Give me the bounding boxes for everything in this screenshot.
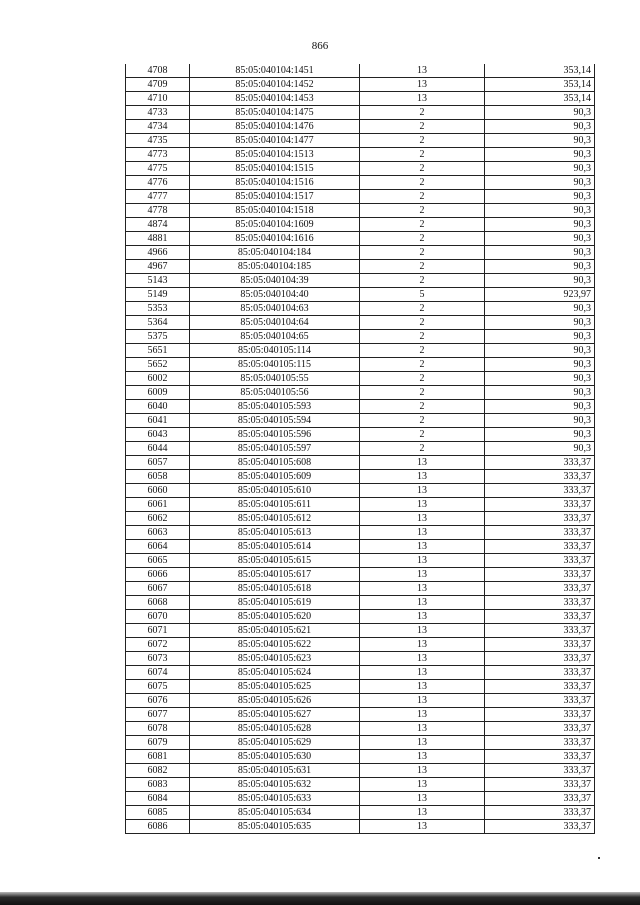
cell-number: 6084 [126,792,190,806]
cell-area: 90,3 [485,442,595,456]
cell-area: 333,37 [485,680,595,694]
cell-area: 333,37 [485,540,595,554]
cell-cadastral-number: 85:05:040105:626 [190,694,360,708]
cell-number: 6065 [126,554,190,568]
cell-cadastral-number: 85:05:040105:615 [190,554,360,568]
cell-area: 90,3 [485,204,595,218]
cell-count: 2 [360,442,485,456]
cell-area: 333,37 [485,484,595,498]
registry-table [125,64,595,834]
table-row [126,806,595,820]
cell-count: 13 [360,722,485,736]
cell-count: 13 [360,568,485,582]
cell-number: 6061 [126,498,190,512]
cell-area: 90,3 [485,274,595,288]
table-row [126,722,595,736]
table-row [126,456,595,470]
cell-area: 333,37 [485,806,595,820]
table-row [126,316,595,330]
cell-cadastral-number: 85:05:040105:613 [190,526,360,540]
table-row [126,106,595,120]
cell-number: 6057 [126,456,190,470]
cell-number: 4735 [126,134,190,148]
cell-number: 4773 [126,148,190,162]
cell-number: 5652 [126,358,190,372]
cell-cadastral-number: 85:05:040105:634 [190,806,360,820]
cell-area: 333,37 [485,708,595,722]
cell-area: 333,37 [485,792,595,806]
cell-area: 333,37 [485,764,595,778]
table-row [126,176,595,190]
cell-count: 2 [360,134,485,148]
cell-number: 6085 [126,806,190,820]
cell-number: 6062 [126,512,190,526]
cell-count: 13 [360,512,485,526]
cell-cadastral-number: 85:05:040105:628 [190,722,360,736]
cell-count: 2 [360,274,485,288]
cell-number: 4734 [126,120,190,134]
cell-number: 5143 [126,274,190,288]
cell-number: 5353 [126,302,190,316]
table-row [126,764,595,778]
cell-area: 90,3 [485,386,595,400]
cell-count: 13 [360,680,485,694]
table-row [126,400,595,414]
cell-cadastral-number: 85:05:040104:1515 [190,162,360,176]
cell-cadastral-number: 85:05:040105:593 [190,400,360,414]
table-row [126,372,595,386]
table-row [126,162,595,176]
cell-count: 13 [360,470,485,484]
cell-area: 90,3 [485,372,595,386]
cell-cadastral-number: 85:05:040105:608 [190,456,360,470]
cell-number: 6040 [126,400,190,414]
cell-cadastral-number: 85:05:040105:632 [190,778,360,792]
cell-cadastral-number: 85:05:040104:40 [190,288,360,302]
cell-area: 90,3 [485,428,595,442]
cell-cadastral-number: 85:05:040105:114 [190,344,360,358]
cell-count: 13 [360,792,485,806]
cell-count: 13 [360,526,485,540]
cell-area: 333,37 [485,470,595,484]
cell-count: 13 [360,778,485,792]
cell-cadastral-number: 85:05:040104:1477 [190,134,360,148]
cell-cadastral-number: 85:05:040105:594 [190,414,360,428]
cell-number: 4881 [126,232,190,246]
cell-area: 333,37 [485,652,595,666]
cell-area: 90,3 [485,176,595,190]
table-row [126,512,595,526]
table-row [126,778,595,792]
scan-bottom-edge [0,892,640,905]
cell-count: 2 [360,400,485,414]
table-row [126,134,595,148]
cell-cadastral-number: 85:05:040104:39 [190,274,360,288]
cell-count: 2 [360,148,485,162]
table-row [126,428,595,442]
cell-cadastral-number: 85:05:040105:625 [190,680,360,694]
table-row [126,120,595,134]
cell-count: 2 [360,246,485,260]
cell-cadastral-number: 85:05:040104:1513 [190,148,360,162]
cell-count: 2 [360,162,485,176]
cell-area: 353,14 [485,78,595,92]
cell-area: 353,14 [485,64,595,78]
cell-number: 6060 [126,484,190,498]
cell-number: 6063 [126,526,190,540]
cell-count: 13 [360,624,485,638]
cell-number: 6074 [126,666,190,680]
cell-cadastral-number: 85:05:040105:618 [190,582,360,596]
registry-table-body [126,64,595,834]
cell-count: 2 [360,190,485,204]
cell-count: 2 [360,232,485,246]
cell-area: 90,3 [485,246,595,260]
cell-number: 6009 [126,386,190,400]
cell-area: 333,37 [485,820,595,834]
cell-area: 90,3 [485,190,595,204]
cell-number: 6083 [126,778,190,792]
cell-cadastral-number: 85:05:040104:64 [190,316,360,330]
cell-count: 2 [360,414,485,428]
cell-cadastral-number: 85:05:040105:624 [190,666,360,680]
cell-area: 90,3 [485,302,595,316]
cell-number: 6067 [126,582,190,596]
table-row [126,498,595,512]
cell-number: 6071 [126,624,190,638]
table-row [126,78,595,92]
cell-area: 333,37 [485,568,595,582]
cell-count: 13 [360,736,485,750]
cell-area: 333,37 [485,722,595,736]
cell-count: 13 [360,694,485,708]
cell-cadastral-number: 85:05:040105:56 [190,386,360,400]
cell-number: 6044 [126,442,190,456]
table-row [126,246,595,260]
cell-cadastral-number: 85:05:040104:1451 [190,64,360,78]
cell-count: 2 [360,372,485,386]
cell-cadastral-number: 85:05:040105:612 [190,512,360,526]
cell-count: 13 [360,750,485,764]
cell-count: 2 [360,106,485,120]
cell-number: 6075 [126,680,190,694]
table-row [126,568,595,582]
cell-number: 6076 [126,694,190,708]
cell-count: 13 [360,806,485,820]
cell-cadastral-number: 85:05:040105:610 [190,484,360,498]
cell-cadastral-number: 85:05:040105:619 [190,596,360,610]
cell-number: 5375 [126,330,190,344]
table-row [126,344,595,358]
cell-cadastral-number: 85:05:040104:65 [190,330,360,344]
cell-area: 333,37 [485,554,595,568]
cell-number: 4708 [126,64,190,78]
cell-cadastral-number: 85:05:040104:1475 [190,106,360,120]
cell-number: 4775 [126,162,190,176]
cell-count: 13 [360,64,485,78]
table-row [126,484,595,498]
cell-cadastral-number: 85:05:040105:621 [190,624,360,638]
table-row [126,64,595,78]
cell-number: 4776 [126,176,190,190]
cell-area: 90,3 [485,120,595,134]
cell-count: 13 [360,820,485,834]
cell-cadastral-number: 85:05:040105:115 [190,358,360,372]
cell-count: 2 [360,358,485,372]
cell-count: 2 [360,386,485,400]
cell-cadastral-number: 85:05:040104:1452 [190,78,360,92]
table-row [126,526,595,540]
cell-number: 4709 [126,78,190,92]
cell-area: 90,3 [485,218,595,232]
cell-count: 13 [360,764,485,778]
cell-cadastral-number: 85:05:040104:1516 [190,176,360,190]
cell-area: 90,3 [485,316,595,330]
table-row [126,386,595,400]
cell-count: 2 [360,316,485,330]
cell-count: 13 [360,596,485,610]
table-row [126,470,595,484]
table-row [126,652,595,666]
table-row [126,792,595,806]
table-row [126,442,595,456]
table-row [126,694,595,708]
cell-area: 90,3 [485,414,595,428]
cell-area: 333,37 [485,778,595,792]
cell-area: 333,37 [485,512,595,526]
cell-count: 13 [360,78,485,92]
table-row [126,736,595,750]
cell-count: 2 [360,120,485,134]
cell-area: 333,37 [485,456,595,470]
cell-cadastral-number: 85:05:040105:623 [190,652,360,666]
table-row [126,148,595,162]
table-row [126,190,595,204]
table-row [126,204,595,218]
cell-area: 333,37 [485,596,595,610]
cell-area: 333,37 [485,638,595,652]
cell-cadastral-number: 85:05:040105:630 [190,750,360,764]
cell-cadastral-number: 85:05:040105:596 [190,428,360,442]
cell-number: 6079 [126,736,190,750]
table-row [126,624,595,638]
table-row [126,638,595,652]
cell-cadastral-number: 85:05:040104:63 [190,302,360,316]
cell-area: 333,37 [485,666,595,680]
cell-cadastral-number: 85:05:040105:611 [190,498,360,512]
cell-cadastral-number: 85:05:040104:1609 [190,218,360,232]
cell-cadastral-number: 85:05:040104:1518 [190,204,360,218]
cell-count: 13 [360,610,485,624]
cell-cadastral-number: 85:05:040105:622 [190,638,360,652]
cell-area: 333,37 [485,498,595,512]
cell-area: 90,3 [485,344,595,358]
cell-area: 90,3 [485,148,595,162]
cell-number: 4778 [126,204,190,218]
cell-area: 333,37 [485,582,595,596]
table-row [126,554,595,568]
cell-cadastral-number: 85:05:040105:55 [190,372,360,386]
cell-number: 4966 [126,246,190,260]
cell-count: 2 [360,344,485,358]
cell-number: 6041 [126,414,190,428]
cell-number: 5651 [126,344,190,358]
table-row [126,596,595,610]
table-row [126,540,595,554]
cell-count: 13 [360,652,485,666]
cell-number: 6002 [126,372,190,386]
cell-area: 90,3 [485,232,595,246]
cell-count: 13 [360,92,485,106]
table-row [126,708,595,722]
cell-area: 90,3 [485,400,595,414]
cell-cadastral-number: 85:05:040105:609 [190,470,360,484]
cell-area: 90,3 [485,330,595,344]
cell-cadastral-number: 85:05:040105:597 [190,442,360,456]
cell-cadastral-number: 85:05:040105:629 [190,736,360,750]
cell-count: 13 [360,484,485,498]
cell-count: 2 [360,176,485,190]
cell-number: 6068 [126,596,190,610]
cell-number: 4710 [126,92,190,106]
cell-number: 4967 [126,260,190,274]
cell-cadastral-number: 85:05:040105:635 [190,820,360,834]
cell-number: 6082 [126,764,190,778]
cell-number: 5364 [126,316,190,330]
cell-cadastral-number: 85:05:040105:627 [190,708,360,722]
table-row [126,414,595,428]
cell-number: 4733 [126,106,190,120]
cell-cadastral-number: 85:05:040104:1616 [190,232,360,246]
cell-number: 5149 [126,288,190,302]
cell-area: 353,14 [485,92,595,106]
cell-cadastral-number: 85:05:040104:1453 [190,92,360,106]
cell-cadastral-number: 85:05:040105:631 [190,764,360,778]
cell-count: 13 [360,582,485,596]
cell-number: 6058 [126,470,190,484]
cell-count: 2 [360,428,485,442]
cell-area: 333,37 [485,610,595,624]
cell-area: 333,37 [485,736,595,750]
cell-cadastral-number: 85:05:040104:1476 [190,120,360,134]
cell-cadastral-number: 85:05:040105:614 [190,540,360,554]
cell-area: 333,37 [485,750,595,764]
cell-count: 13 [360,708,485,722]
table-row [126,680,595,694]
table-row [126,666,595,680]
cell-number: 6070 [126,610,190,624]
cell-area: 333,37 [485,624,595,638]
cell-area: 90,3 [485,134,595,148]
cell-count: 2 [360,330,485,344]
table-row [126,92,595,106]
cell-count: 13 [360,498,485,512]
scan-speck [598,857,600,859]
cell-number: 6043 [126,428,190,442]
cell-count: 2 [360,260,485,274]
cell-count: 13 [360,638,485,652]
cell-cadastral-number: 85:05:040104:184 [190,246,360,260]
table-row [126,750,595,764]
table-row [126,260,595,274]
cell-number: 6064 [126,540,190,554]
cell-area: 90,3 [485,358,595,372]
cell-cadastral-number: 85:05:040104:1517 [190,190,360,204]
cell-area: 923,97 [485,288,595,302]
cell-count: 2 [360,302,485,316]
table-row [126,218,595,232]
cell-number: 6081 [126,750,190,764]
cell-count: 2 [360,204,485,218]
table-row [126,232,595,246]
cell-count: 13 [360,554,485,568]
cell-area: 333,37 [485,526,595,540]
cell-count: 13 [360,456,485,470]
table-row [126,330,595,344]
cell-number: 6072 [126,638,190,652]
table-row [126,302,595,316]
cell-number: 6077 [126,708,190,722]
table-row [126,358,595,372]
cell-number: 4777 [126,190,190,204]
cell-cadastral-number: 85:05:040104:185 [190,260,360,274]
cell-area: 90,3 [485,106,595,120]
table-row [126,610,595,624]
cell-number: 6086 [126,820,190,834]
cell-count: 5 [360,288,485,302]
cell-area: 90,3 [485,260,595,274]
cell-cadastral-number: 85:05:040105:633 [190,792,360,806]
cell-number: 6078 [126,722,190,736]
cell-cadastral-number: 85:05:040105:620 [190,610,360,624]
cell-count: 13 [360,540,485,554]
cell-cadastral-number: 85:05:040105:617 [190,568,360,582]
cell-count: 13 [360,666,485,680]
cell-number: 4874 [126,218,190,232]
table-row [126,820,595,834]
cell-number: 6066 [126,568,190,582]
page-number: 866 [311,40,329,52]
table-row [126,288,595,302]
cell-area: 333,37 [485,694,595,708]
cell-count: 2 [360,218,485,232]
cell-area: 90,3 [485,162,595,176]
table-row [126,274,595,288]
cell-number: 6073 [126,652,190,666]
table-row [126,582,595,596]
